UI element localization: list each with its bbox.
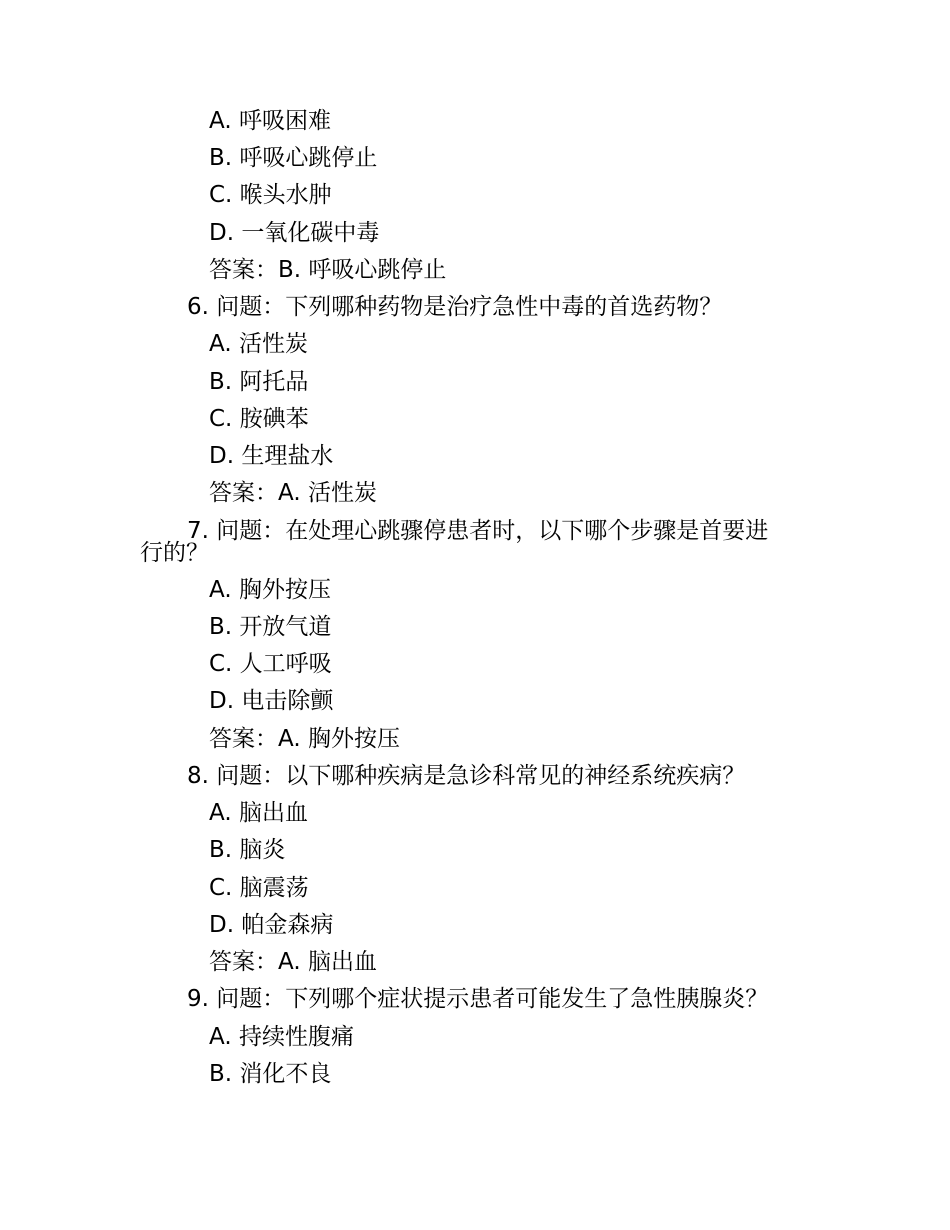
question-8: 8. 问题：以下哪种疾病是急诊科常见的神经系统疾病？ <box>187 763 746 789</box>
q9-option-a: A. 持续性腹痛 <box>209 1024 354 1050</box>
question-7-continued: 行的？ <box>140 540 209 566</box>
answer-text: 答案：B. 呼吸心跳停止 <box>209 257 447 283</box>
q7-option-d: D. 电击除颤 <box>209 688 334 714</box>
q8-option-a: A. 脑出血 <box>209 800 308 826</box>
q8-answer: 答案：A. 脑出血 <box>209 949 377 975</box>
q7-answer: 答案：A. 胸外按压 <box>209 726 400 752</box>
option-a: A. 呼吸困难 <box>209 108 331 134</box>
q9-option-b: B. 消化不良 <box>209 1061 332 1087</box>
question-9: 9. 问题：下列哪个症状提示患者可能发生了急性胰腺炎？ <box>187 986 769 1012</box>
q7-option-a: A. 胸外按压 <box>209 577 331 603</box>
q7-option-b: B. 开放气道 <box>209 614 332 640</box>
q6-option-d: D. 生理盐水 <box>209 443 334 469</box>
question-7: 7. 问题：在处理心跳骤停患者时，以下哪个步骤是首要进 <box>187 518 769 544</box>
q8-option-b: B. 脑炎 <box>209 837 286 863</box>
question-6: 6. 问题：下列哪种药物是治疗急性中毒的首选药物？ <box>187 294 723 320</box>
q6-option-c: C. 胺碘苯 <box>209 406 309 432</box>
option-b: B. 呼吸心跳停止 <box>209 145 378 171</box>
option-c: C. 喉头水肿 <box>209 182 332 208</box>
q6-option-a: A. 活性炭 <box>209 331 308 357</box>
option-d: D. 一氧化碳中毒 <box>209 220 380 246</box>
q8-option-d: D. 帕金森病 <box>209 912 334 938</box>
q7-option-c: C. 人工呼吸 <box>209 651 332 677</box>
q8-option-c: C. 脑震荡 <box>209 875 309 901</box>
q6-answer: 答案：A. 活性炭 <box>209 480 377 506</box>
q6-option-b: B. 阿托品 <box>209 369 309 395</box>
